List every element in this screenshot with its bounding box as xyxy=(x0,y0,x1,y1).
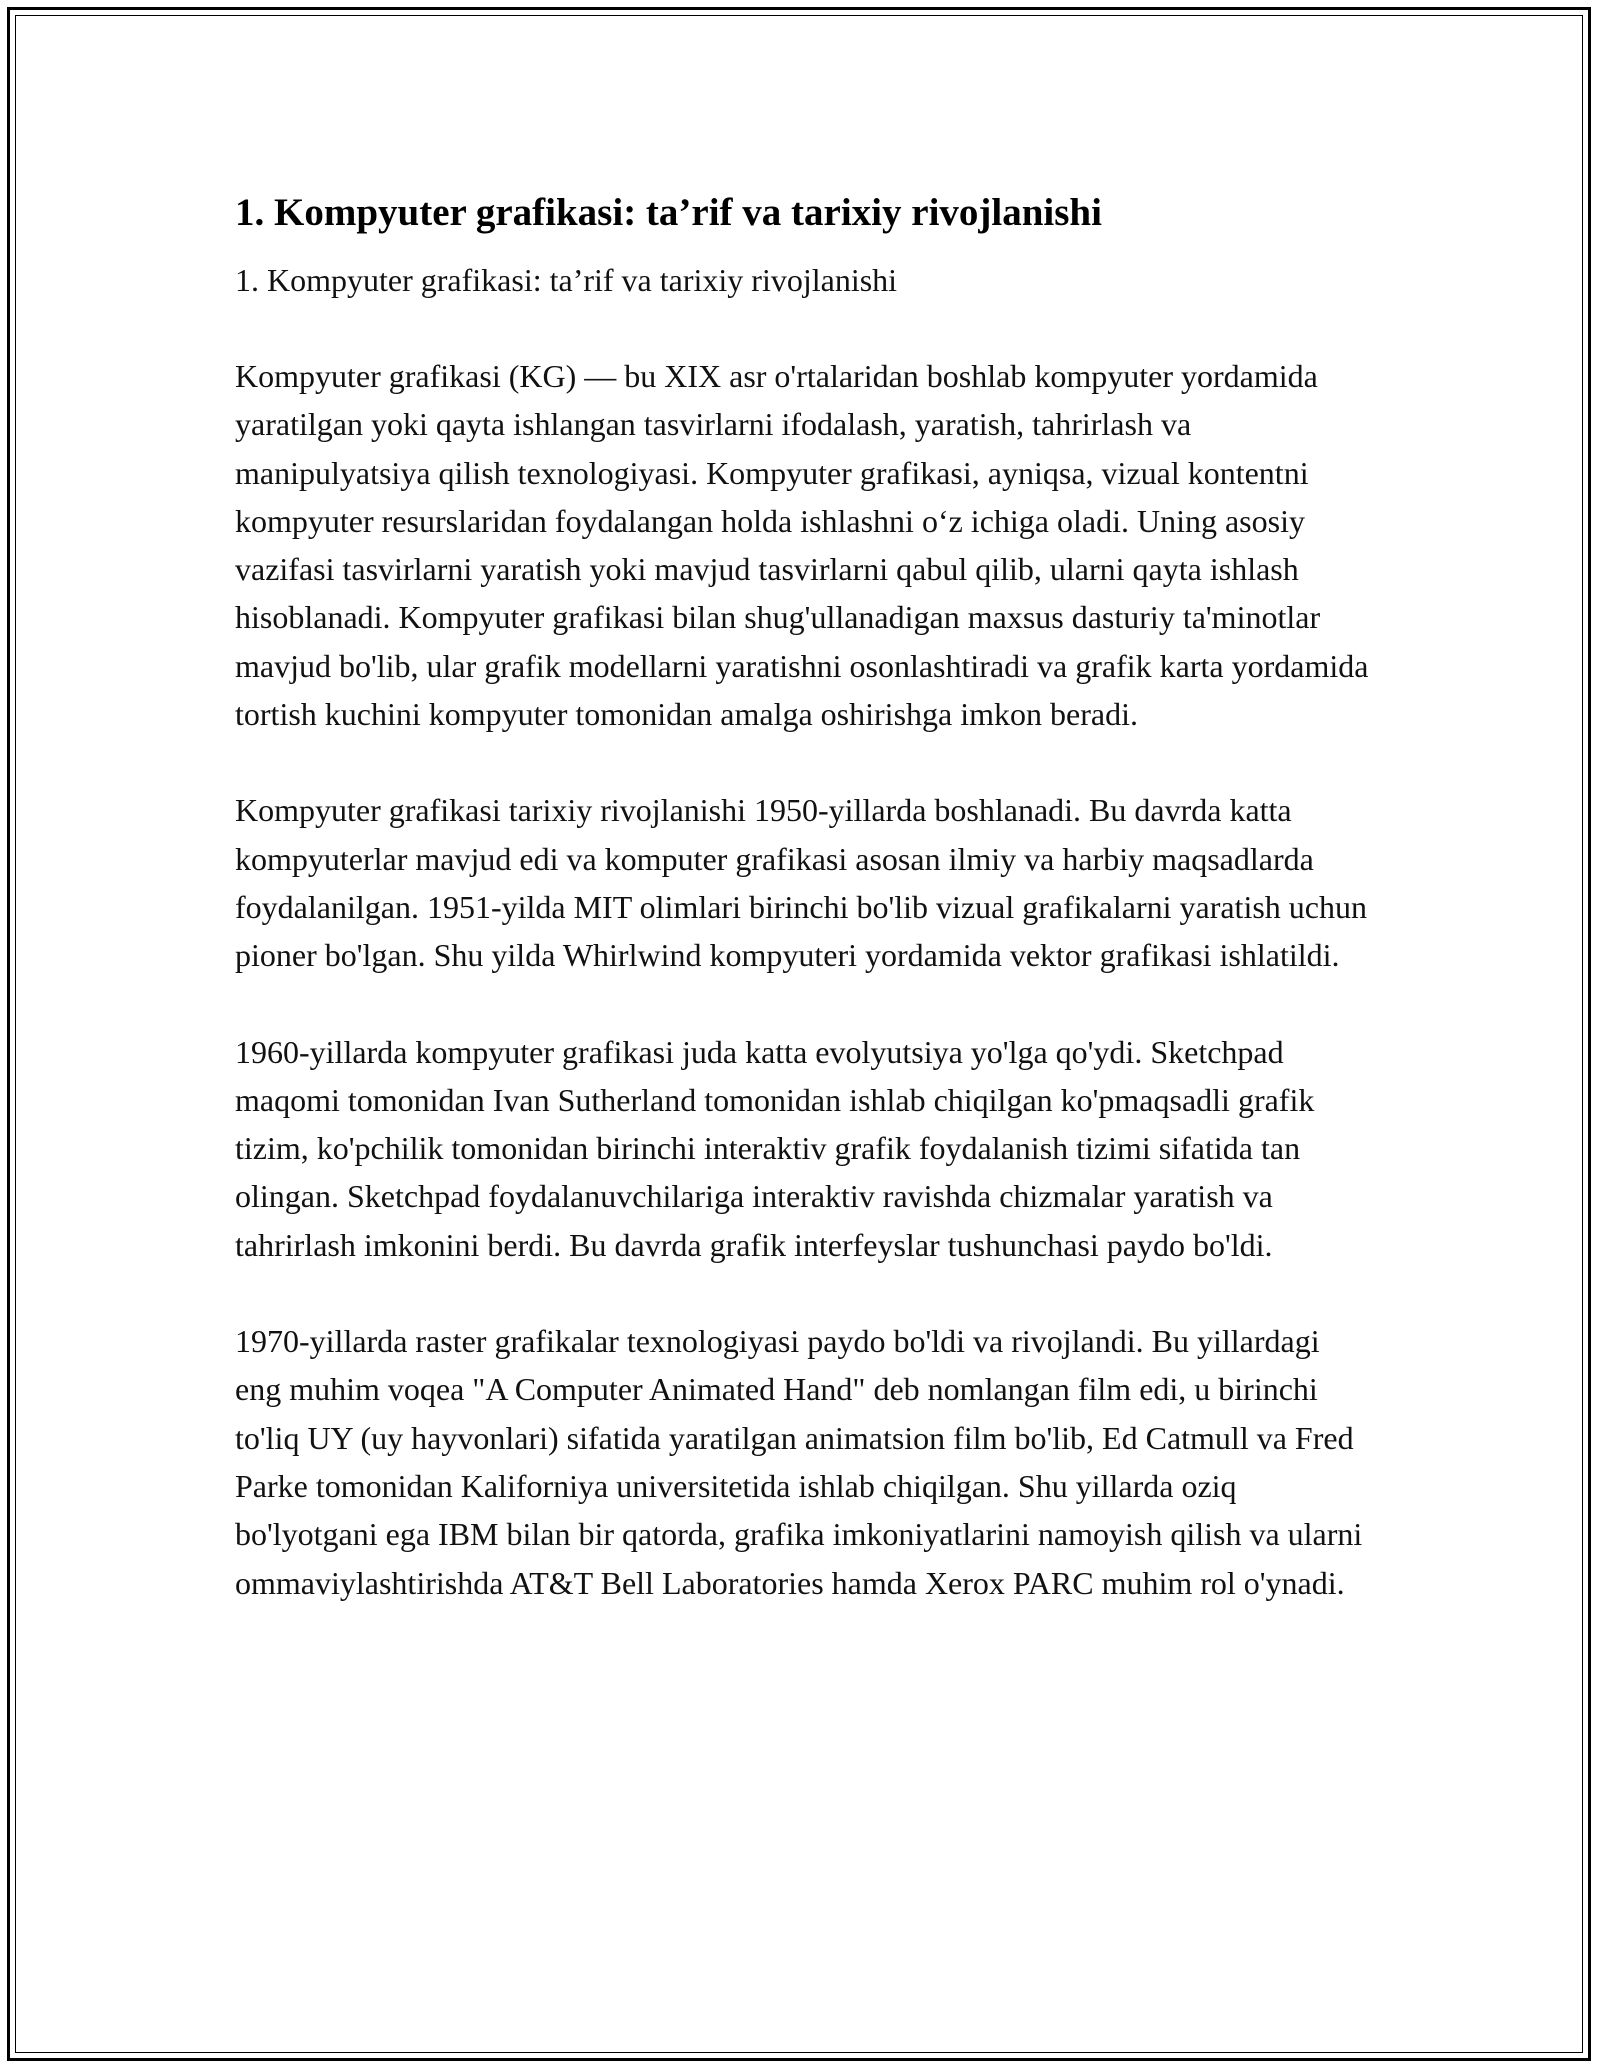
document-subheading: 1. Kompyuter grafikasi: ta’rif va tarixiy rivojlanishi xyxy=(235,262,898,298)
document-body xyxy=(235,186,1370,1607)
paragraph-1960s: 1960-yillarda kompyuter grafikasi juda katta evolyutsiya yo'lga qo'ydi. Sketchpad maqomi tomonidan Ivan Sutherland tomonidan ishlab chiqilgan ko'pmaqsadli grafik tizim, ko'pchilik tomonidan birinchi interaktiv grafik foydalanish tizimi sifatida tan olingan. Sketchpad foydalanuvchilariga interaktiv ravishda chizmalar yaratish va tahrirlash imkonini berdi. Bu davrda grafik interfeyslar tushunchasi paydo bo'ldi. xyxy=(235,1033,1315,1263)
document-heading: 1. Kompyuter grafikasi: ta’rif va tarixiy rivojlanishi xyxy=(235,191,1102,234)
paragraph-1950s: Kompyuter grafikasi tarixiy rivojlanishi 1950-yillarda boshlanadi. Bu davrda katta kompyuterlar mavjud edi va komputer grafikasi asosan ilmiy va harbiy maqsadlarda foydalanilgan. 1951-yilda MIT olimlari birinchi bo'lib vizual grafikalarni yaratish uchun pioner bo'lgan. Shu yilda Whirlwind kompyuteri yordamida vektor grafikasi ishlatildi. xyxy=(235,792,1367,974)
paragraph-1970s: 1970-yillarda raster grafikalar texnologiyasi paydo bo'ldi va rivojlandi. Bu yillardagi eng muhim voqea "A Computer Animated Hand" deb nomlangan film edi, u birinchi to'liq UY (uy hayvonlari) sifatida yaratilgan animatsion film bo'lib, Ed Catmull va Fred Parke tomonidan Kaliforniya universitetida ishlab chiqilgan. Shu yillarda oziq bo'lyotgani ega IBM bilan bir qatorda, grafika imkoniyatlarini namoyish qilish va ularni ommaviylashtirishda AT&T Bell Laboratories hamda Xerox PARC muhim rol o'ynadi. xyxy=(235,1323,1363,1601)
paragraph-definition: Kompyuter grafikasi (KG) — bu XIX asr o'rtalaridan boshlab kompyuter yordamida yaratilgan yoki qayta ishlangan tasvirlarni ifodalash, yaratish, tahrirlash va manipulyatsiya qilish texnologiyasi. Kompyuter grafikasi, ayniqsa, vizual kontentni kompyuter resurslaridan foydalangan holda ishlashni o‘z ichiga oladi. Uning asosiy vazifasi tasvirlarni yaratish yoki mavjud tasvirlarni qabul qilib, ularni qayta ishlash hisoblanadi. Kompyuter grafikasi bilan shug'ullanadigan maxsus dasturiy ta'minotlar mavjud bo'lib, ular grafik modellarni yaratishni osonlashtiradi va grafik karta yordamida tortish kuchini kompyuter tomonidan amalga oshirishga imkon beradi. xyxy=(235,358,1369,733)
